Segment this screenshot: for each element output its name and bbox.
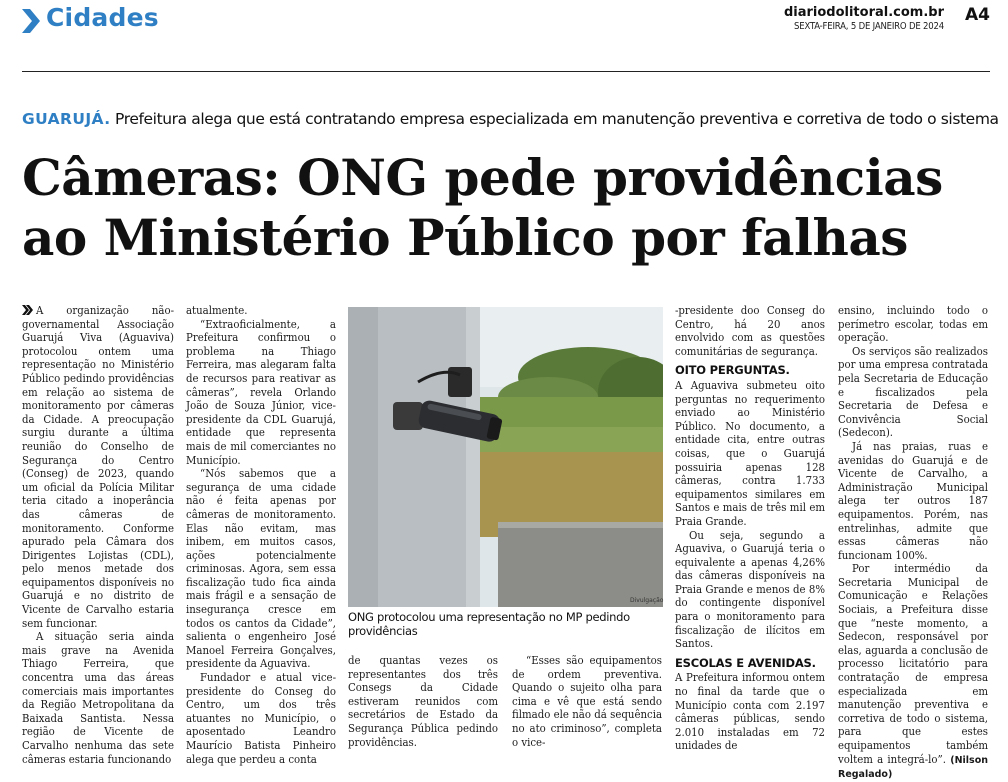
column-3b <box>512 654 662 749</box>
paragraph: A Prefeitura informou ontem no final da tarde que o Município conta com 2.197 câmeras públicas, sendo 2.010 instaladas em 72 unidades de <box>675 671 825 753</box>
photo-credit: Divulgação <box>630 597 664 604</box>
subheading-escolas-e-avenidas: ESCOLAS E AVENIDAS. <box>675 655 816 670</box>
kicker-text: Prefeitura alega que está contratando empresa especializada em manutenção preventiva e corretiva de todo o sistema <box>115 110 999 128</box>
paragraph: “Esses são equipamentos de ordem preventiva. Quando o sujeito olha para cima e vê que está sendo filmado ele não dá sequência no ato criminoso”, completa o vice- <box>512 654 662 749</box>
headline: Câmeras: ONG pede providências ao Ministério Público por falhas <box>22 148 943 267</box>
paragraph: “Nós sabemos que a segurança de uma cidade não é feita apenas por câmeras de monitoramento. Elas não evitam, mas inibem, em muitos casos, ações potencialmente criminosas. Agora, sem essa fiscalização tudo fica ainda mais frágil e a sensação de insegurança cresce em todos os cantos da Cidade”, salienta o engenheiro José Manoel Ferreira Gonçalves, presidente da Aguaviva. <box>186 467 336 671</box>
paragraph: -presidente doo Conseg do Centro, há 20 anos envolvido com as questões comunitárias de segurança. <box>675 304 825 358</box>
paragraph: Fundador e atual vice-presidente do Conseg do Centro, um dos três atuantes no Município, o aposentado Leandro Maurício Batista Pinheiro alega que perdeu a conta <box>186 671 336 766</box>
paragraph: atualmente. <box>186 304 248 317</box>
paragraph <box>838 562 988 782</box>
paragraph: “Extraoficialmente, a Prefeitura confirmou o problema na Thiago Ferreira, mas alegaram falta de recursos para reativar as câmeras”, revela Orlando João de Souza Júnior, vice-presidente da CDL Guarujá, entidade que representa mais de mil comerciantes no Município. <box>186 317 336 467</box>
paragraph: Os serviços são realizados por uma empresa contratada pela Secretaria de Educação e fiscalizados pela Secretaria de Defesa e Convivência Social (Sedecon). <box>838 344 988 440</box>
section-title: Cidades <box>46 3 159 32</box>
lead-text: A organização não-governamental Associação Guarujá Viva (Aguaviva) protocolou ontem uma representação no Ministério Público pedindo providências em relação ao sistema de monitoramento por câmeras da Cidade. A preocupação surgiu durante a última reunião do Conselho de Segurança do Centro (Conseg) de 2023, quando um oficial da Polícia Militar teria citado a inoperância das câmeras de monitoramento. Conforme apurado pela Câmara dos Dirigentes Lojistas (CDL), pelo menos metade dos equipamentos disponíveis no Guarujá e no distrito de Vicente de Carvalho estaria sem funcionar. <box>22 304 174 630</box>
site-url: diariodolitoral.com.br <box>783 5 944 20</box>
edition-date: SEXTA-FEIRA, 5 DE JANEIRO DE 2024 <box>794 21 944 32</box>
column-5 <box>838 304 988 782</box>
paragraph: de quantas vezes os representantes dos três Consegs da Cidade estiveram reunidos com secretários de Estado da Segurança Pública pedindo providências. <box>348 654 498 749</box>
lead-paragraph <box>22 304 174 630</box>
kicker <box>22 110 999 128</box>
paragraph: Já nas praias, ruas e avenidas do Guarujá e de Vicente de Carvalho, a Administração Municipal alega ter outros 187 equipamentos. Porém, nas entrelinhas, admite que essas câmeras não funcionam 100%. <box>838 439 988 562</box>
column-3 <box>348 654 498 749</box>
page-number: A4 <box>965 5 990 25</box>
kicker-place: GUARUJÁ. <box>22 110 111 128</box>
column-2 <box>186 304 336 766</box>
section-chevron-icon <box>22 9 40 33</box>
subheading-oito-perguntas: OITO PERGUNTAS. <box>675 363 790 378</box>
author-credit: (Nilson Regalado) <box>838 754 988 781</box>
paragraph: A Aguaviva submeteu oito perguntas no requerimento enviado ao Ministério Público. No documento, a entidade cita, entre outras coisas, que o Guarujá possuiria apenas 128 câmeras, contra 1.733 equipamentos similares em Santos e mais de três mil em Praia Grande. <box>675 378 825 528</box>
article-photo <box>348 307 663 607</box>
paragraph-text: Por intermédio da Secretaria Municipal de Comunicação e Relações Sociais, a Prefeitura disse que “neste momento, a Sedecon, responsável por elas, aguarda a conclusão de processo licitatório para contratação de empresa especializada em manutenção preventiva e corretiva de todo o sistema, para que estes equipamentos também voltem a integrá-lo”. <box>838 562 988 766</box>
lead-chevron-icon <box>22 304 36 318</box>
header-rule <box>22 71 990 72</box>
column-4 <box>675 304 825 753</box>
column-1 <box>22 304 174 766</box>
paragraph: ensino, incluindo todo o perímetro escolar, todas em operação. <box>838 304 988 345</box>
paragraph: Ou seja, segundo a Aguaviva, o Guarujá teria o equivalente a apenas 4,26% das câmeras disponíveis na Praia Grande e menos de 8% do contingente disponível para o monitoramento para fiscalização de ilícitos em Santos. <box>675 528 825 651</box>
paragraph: A situação seria ainda mais grave na Avenida Thiago Ferreira, que concentra uma das áreas comerciais mais importantes da Região Metropolitana da Baixada Santista. Nessa região de Vicente de Carvalho nenhuma das sete câmeras estaria funcionando <box>22 630 174 766</box>
camera-photo-illustration <box>348 307 663 607</box>
photo-caption: ONG protocolou uma representação no MP pedindo providências <box>348 610 630 638</box>
